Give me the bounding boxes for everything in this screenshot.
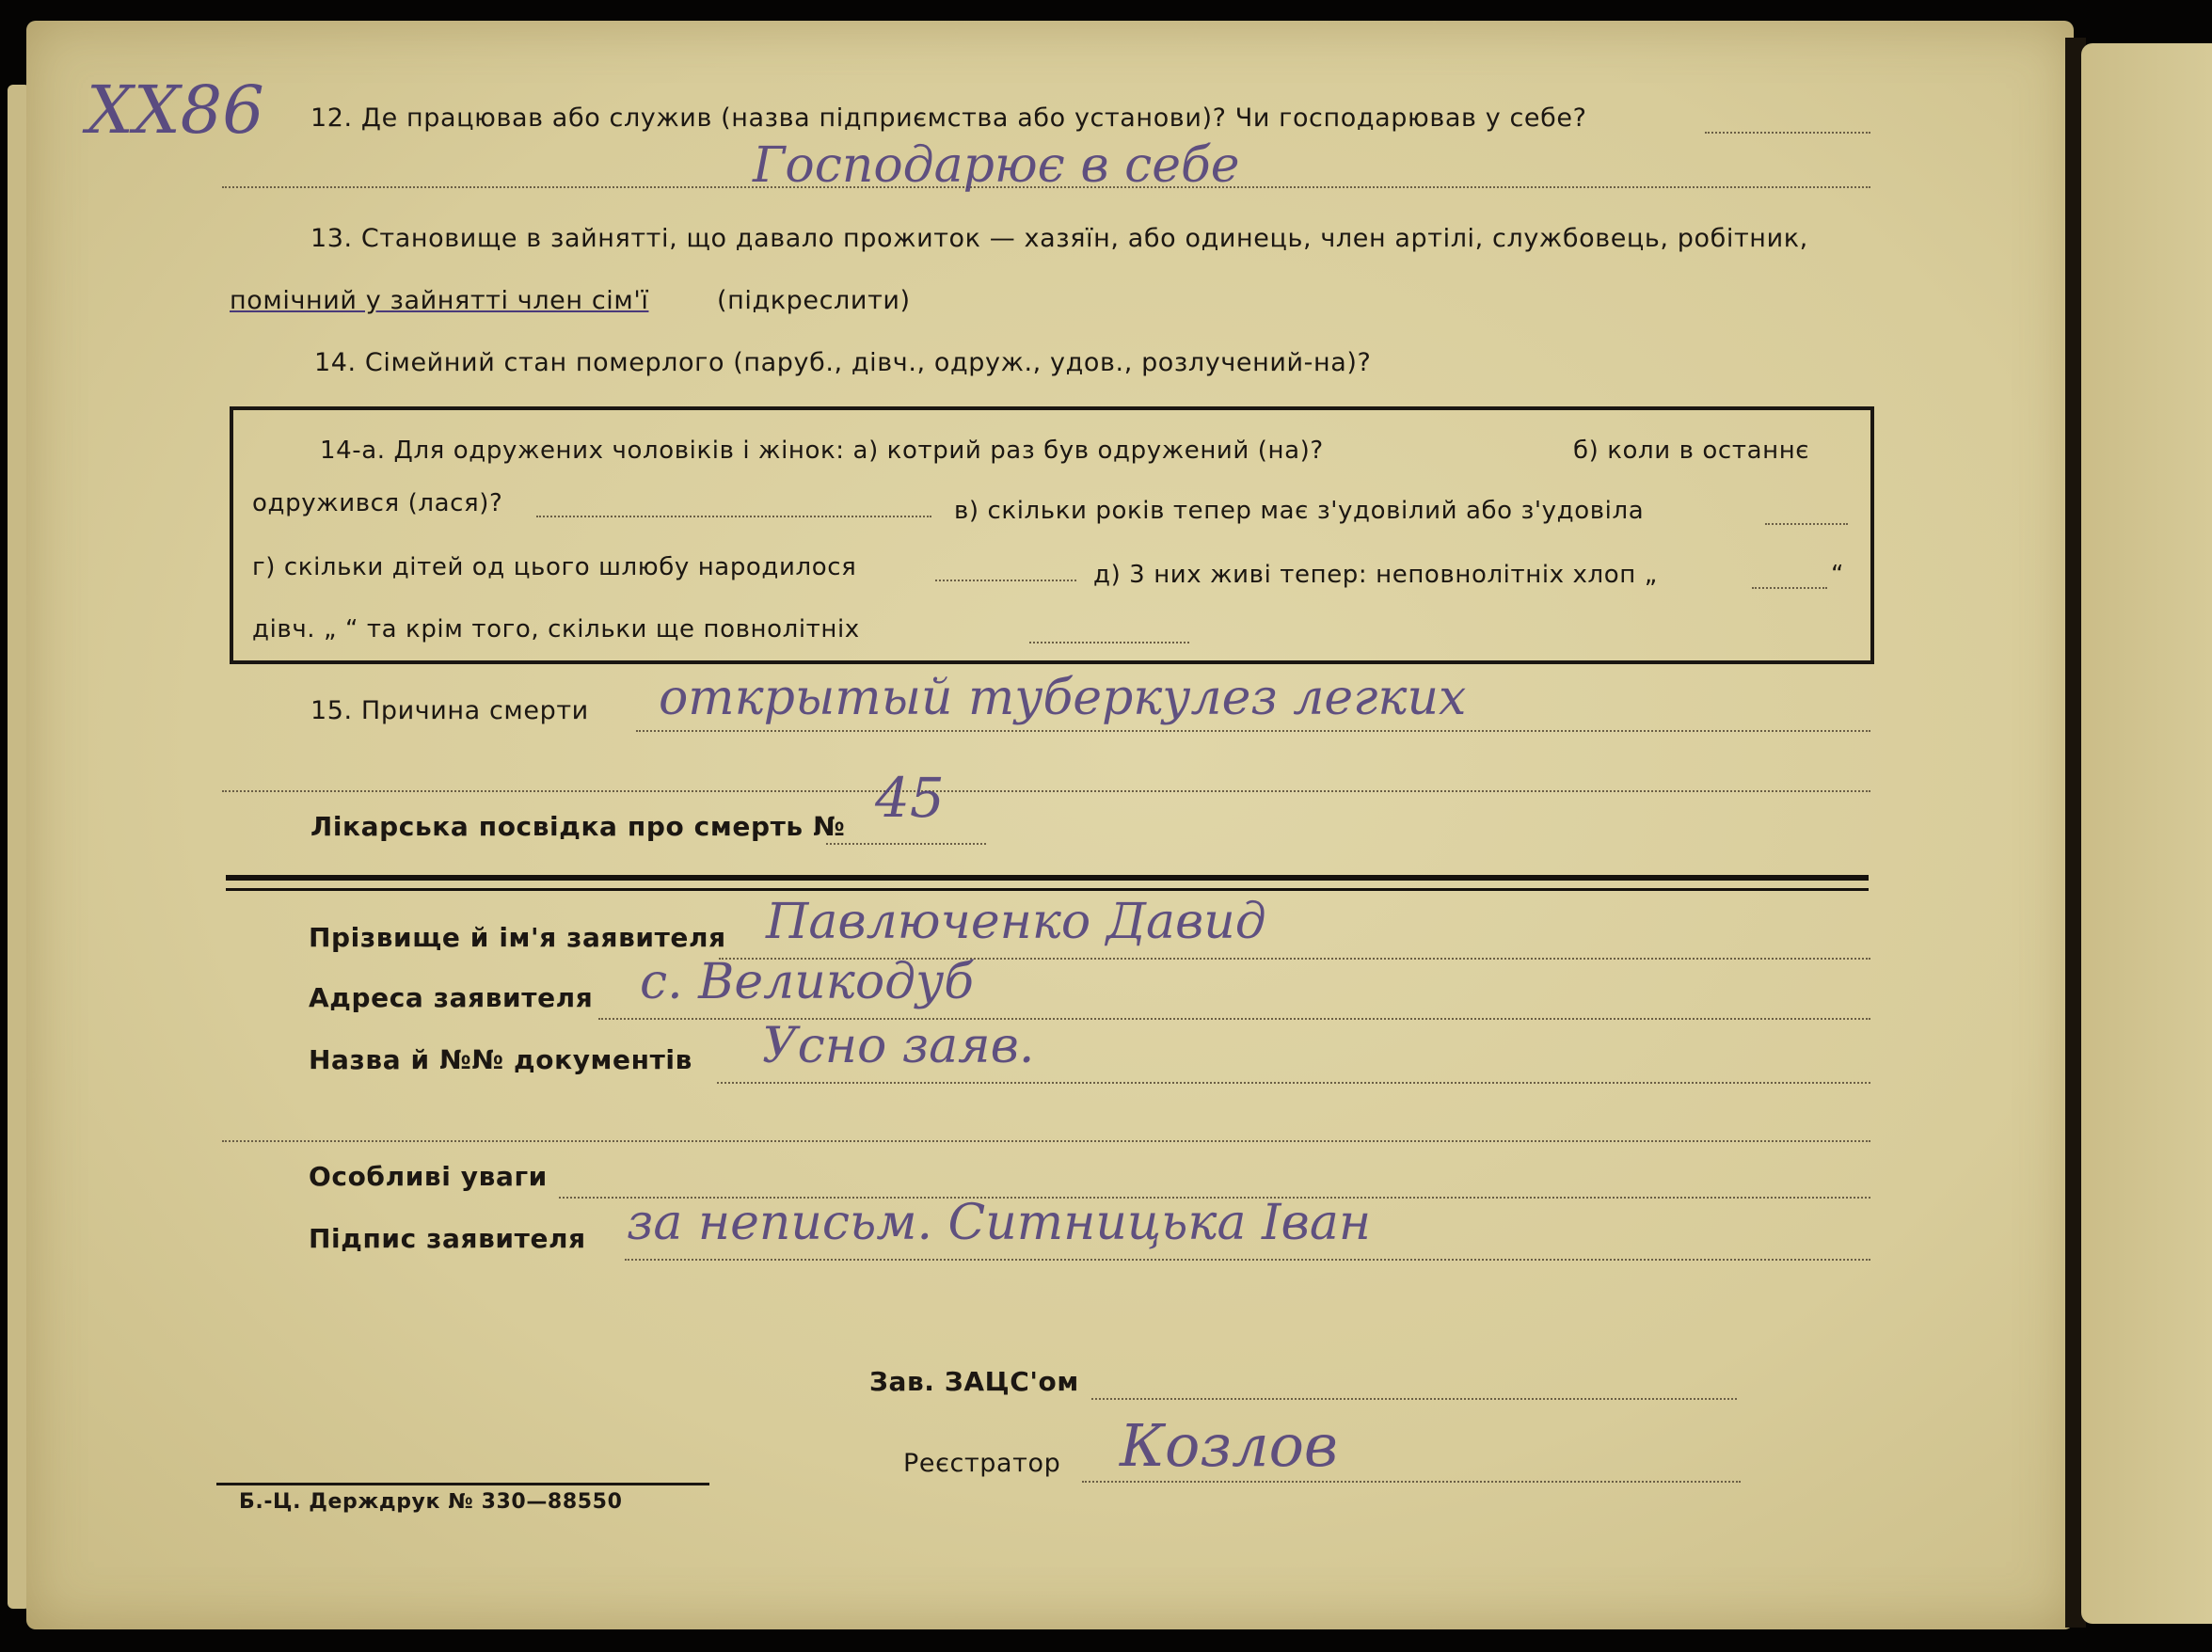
registrar-signature: Козлов (1120, 1411, 1339, 1480)
applicant-docs-line-2 (222, 1140, 1870, 1142)
q12-answer: Господарює в себе (753, 137, 1240, 194)
registrar-line (1082, 1481, 1741, 1483)
applicant-name-label: Прізвище й ім'я заявителя (309, 922, 726, 953)
double-rule-bottom (226, 888, 1869, 891)
applicant-signature-line (625, 1259, 1870, 1261)
q15-answer: открытый туберкулез легких (659, 670, 1467, 726)
q14a-dots-2 (536, 516, 931, 517)
head-line (1091, 1398, 1737, 1400)
q13-hint: (підкреслити) (717, 286, 911, 315)
applicant-notes-label: Особливі уваги (309, 1161, 548, 1192)
applicant-address-value: с. Великодуб (640, 954, 974, 1010)
q14a-line3a: г) скільки дітей од цього шлюбу народилося (252, 553, 857, 581)
margin-number: ХХ86 (87, 71, 264, 149)
medical-line (826, 843, 986, 845)
head-label: Зав. ЗАЦС'ом (869, 1366, 1079, 1397)
printer-imprint: Б.-Ц. Держдрук № 330—88550 (239, 1490, 623, 1514)
medical-value: 45 (875, 766, 945, 830)
applicant-signature-value: за неписьм. Ситницька Іван (627, 1195, 1372, 1251)
medical-label: Лікарська посвідка про смерть № (310, 811, 846, 842)
q14a-line1b: б) коли в останнє (1573, 437, 1810, 465)
applicant-docs-line (717, 1082, 1870, 1084)
q14a-dots-3b (1752, 587, 1827, 589)
q15-line-2 (222, 790, 1870, 792)
printer-rule (216, 1483, 709, 1485)
q15-line (636, 730, 1870, 732)
registrar-label: Реєстратор (903, 1449, 1061, 1478)
q14a-dots-4 (1029, 642, 1189, 643)
adjacent-page (2081, 43, 2212, 1624)
q14-label: 14. Сімейний стан померлого (паруб., дівч., одруж., удов., розлучений-на)? (314, 348, 1372, 377)
q14a-dots-3 (935, 580, 1076, 581)
q13-label-underlined: помічний у зайнятті член сім'ї (230, 286, 649, 315)
applicant-docs-value: Усно заяв. (762, 1018, 1035, 1074)
q12-line (1705, 132, 1870, 134)
applicant-address-label: Адреса заявителя (309, 982, 594, 1013)
q12-label: 12. Де працював або служив (назва підприємства або установи)? Чи господарював у себе? (310, 103, 1587, 133)
q14a-line3c: “ (1831, 561, 1845, 589)
applicant-signature-label: Підпис заявителя (309, 1223, 586, 1254)
q14a-line3b: д) 3 них живі тепер: неповнолітніх хлоп „ (1093, 561, 1658, 589)
q15-label: 15. Причина смерти (310, 696, 589, 725)
q14a-line1a: 14-а. Для одружених чоловіків і жінок: а) котрий раз був одружений (на)? (320, 437, 1324, 465)
q13-label: 13. Становище в зайнятті, що давало прожиток — хазяїн, або одинець, член артілі, службовець, робітник, (310, 224, 1808, 253)
q14a-line2a: одружився (лася)? (252, 489, 503, 517)
q14a-line4: дівч. „ “ та крім того, скільки ще повнолітніх (252, 615, 860, 643)
applicant-name-value: Павлюченко Давид (766, 894, 1266, 950)
q14a-line2b: в) скільки років тепер має з'удовілий або з'удовіла (954, 497, 1645, 525)
double-rule-top (226, 875, 1869, 881)
q14a-dots-2b (1765, 523, 1848, 525)
applicant-docs-label: Назва й №№ документів (309, 1044, 692, 1075)
